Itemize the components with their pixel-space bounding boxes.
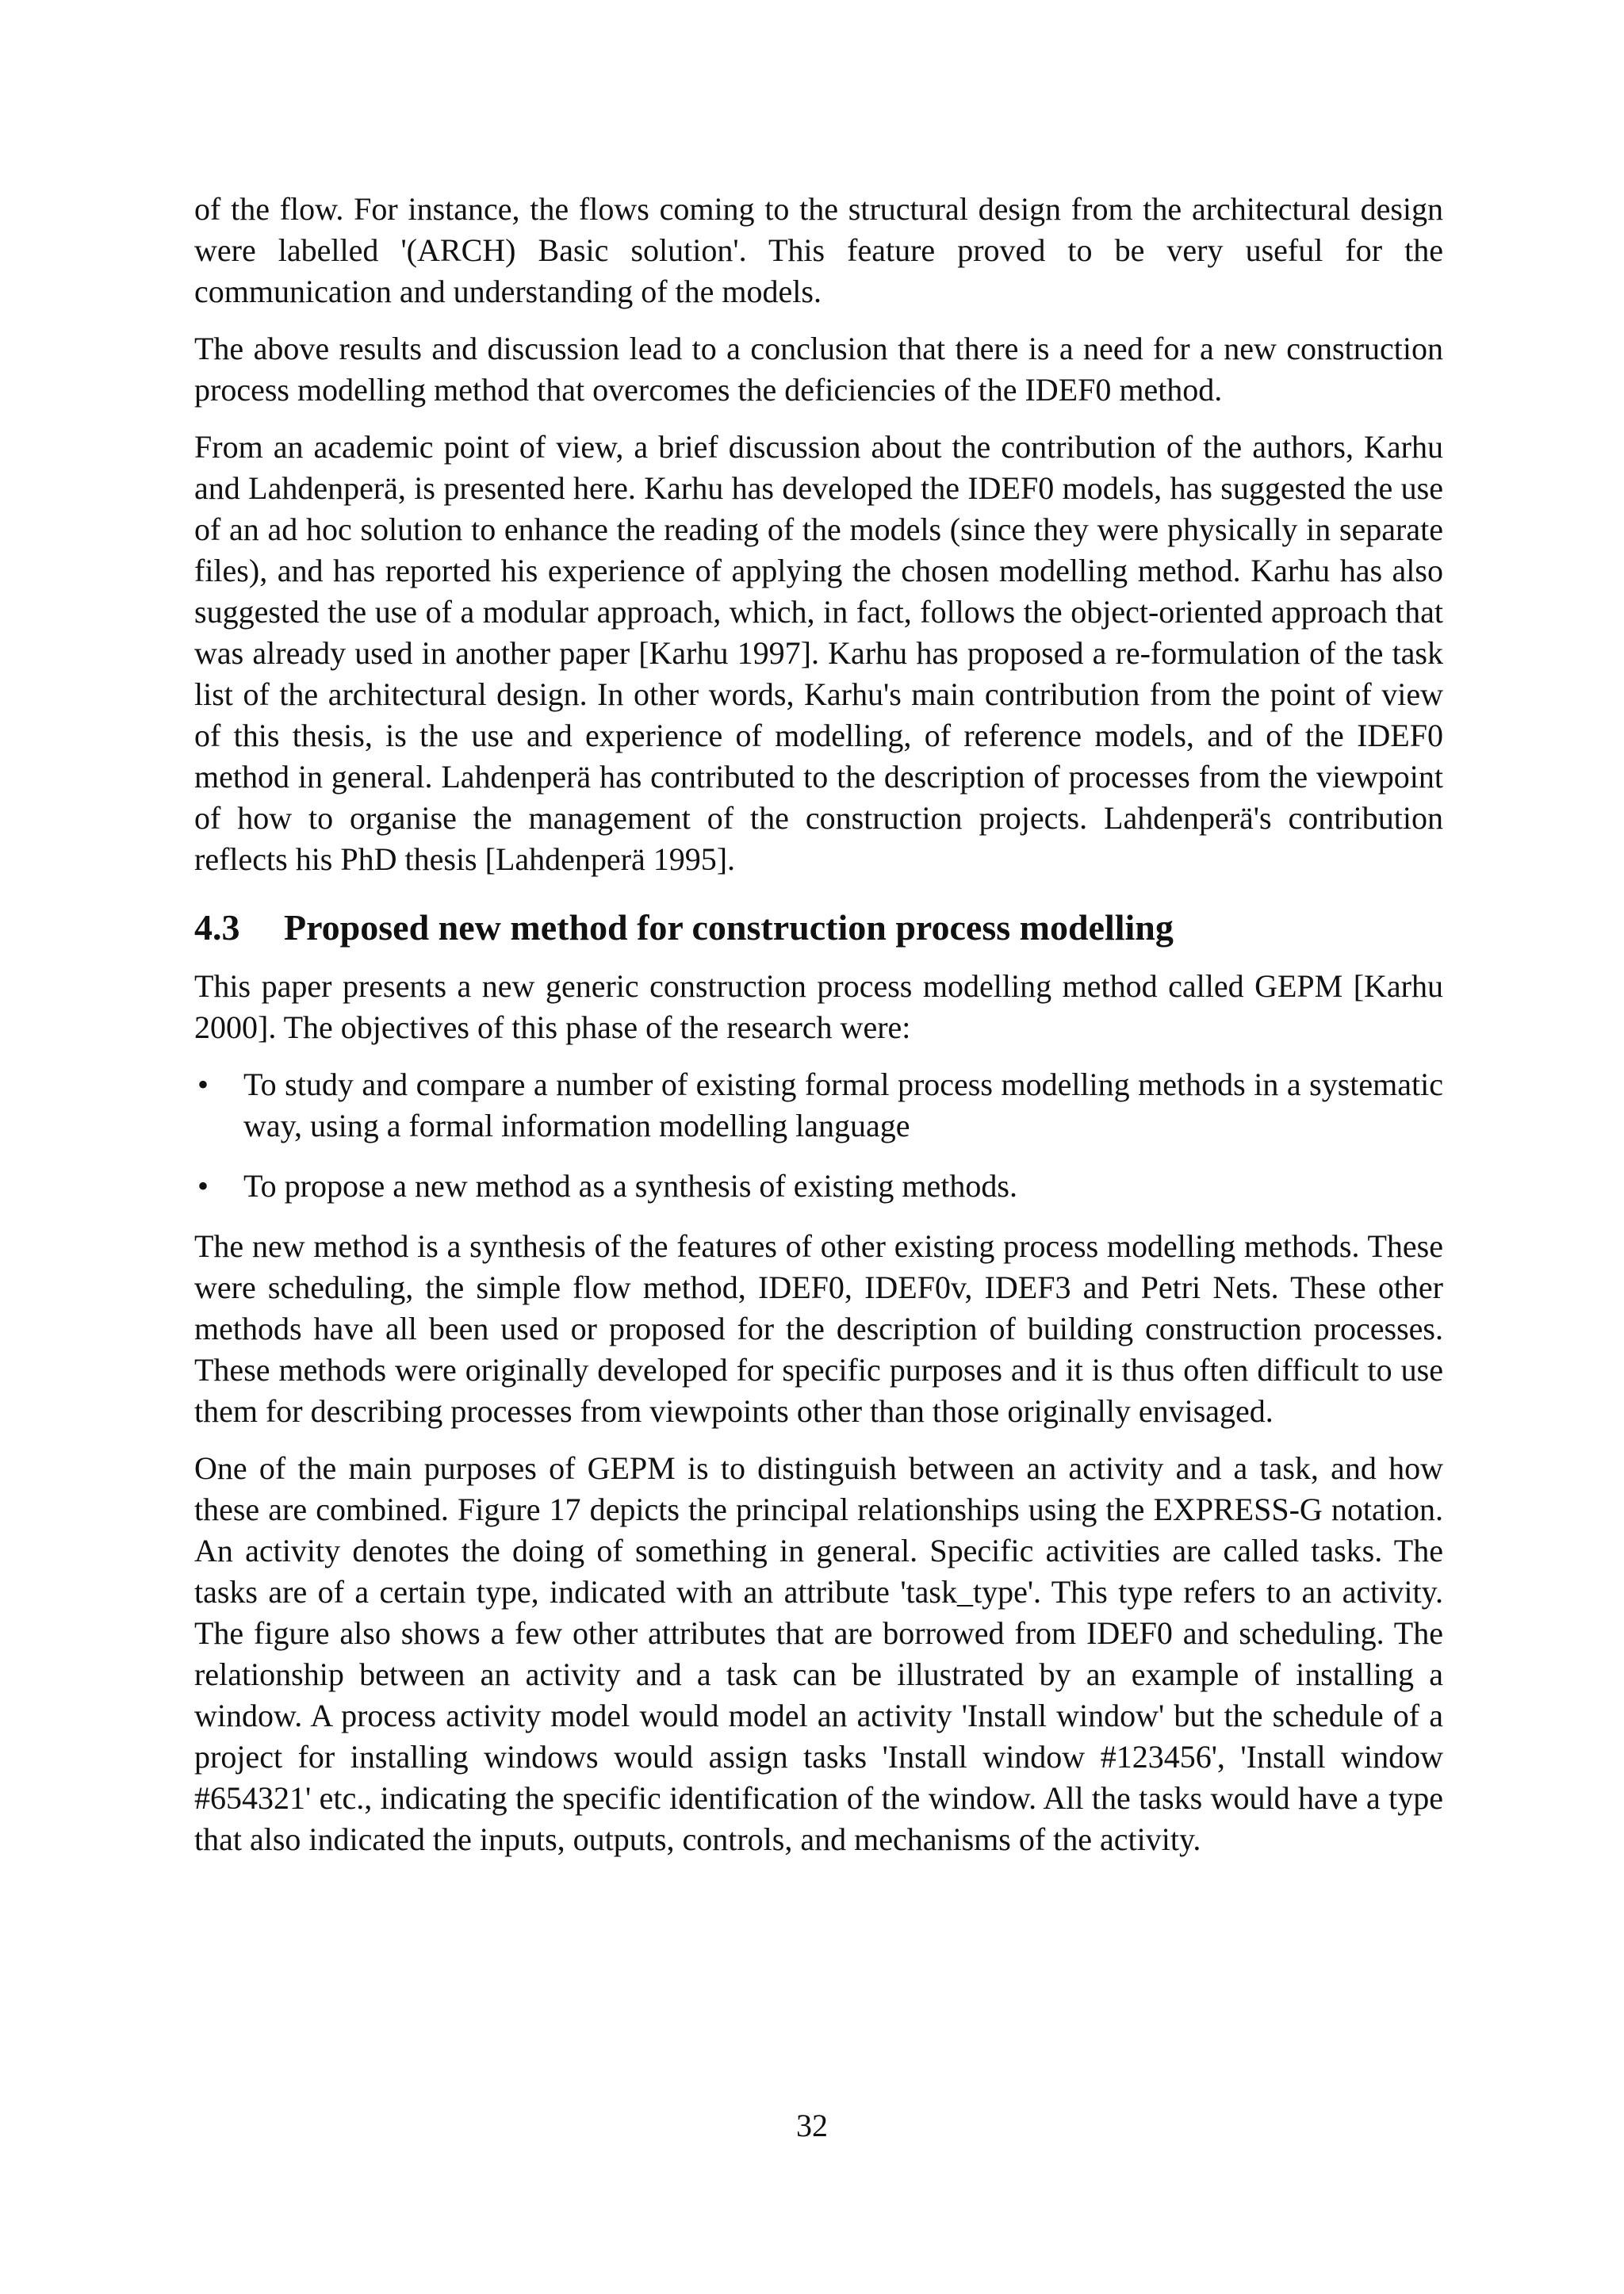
paragraph-intro: This paper presents a new generic construction process modelling method called GEPM [Karhu 2000]. The objectives of this phase of the research were: (194, 968, 1443, 1045)
paragraph-synthesis: The new method is a synthesis of the features of other existing process modelling methods. These were scheduling, the simple flow method, IDEF0, IDEF0v, IDEF3 and Petri Nets. These other methods have all been used or proposed for the description of building construction processes. These methods were originally developed for specific purposes and it is thus often difficult to use them for describing processes from viewpoints other than those originally envisaged. (194, 1228, 1443, 1429)
paragraph-conclusion: The above results and discussion lead to a conclusion that there is a need for a new construction process modelling method that overcomes the deficiencies of the IDEF0 method. (194, 331, 1443, 408)
list-item (194, 1166, 1443, 1207)
section-number: 4.3 (194, 907, 240, 948)
paragraph-activity-task: One of the main purposes of GEPM is to distinguish between an activity and a task, and how these are combined. Figure 17 depicts the principal relationships using the EXPRESS-G notation. An activity denotes the doing of something in general. Specific activities are called tasks. The tasks are of a certain type, indicated with an attribute 'task_type'. This type refers to an activity. The figure also shows a few other attributes that are borrowed from IDEF0 and scheduling. The relationship between an activity and a task can be illustrated by an example of installing a window. A process activity model would model an activity 'Install window' but the schedule of a project for installing windows would assign tasks 'Install window #123456', 'Install window #654321' etc., indicating the specific identification of the window. All the tasks would have a type that also indicated the inputs, outputs, controls, and mechanisms of the activity. (194, 1450, 1443, 1857)
page-content (194, 189, 1443, 1876)
objectives-list (194, 1064, 1443, 1207)
list-item-text: To propose a new method as a synthesis of existing methods. (243, 1168, 1017, 1204)
page-number: 32 (796, 2108, 828, 2143)
section-title: Proposed new method for construction process modelling (284, 907, 1174, 948)
paragraph-author-contribution: From an academic point of view, a brief discussion about the contribution of the authors, Karhu and Lahdenperä, is presented here. Karhu has developed the IDEF0 models, has suggested the use of an ad hoc solution to enhance the reading of the models (since they were physically in separate files), and has reported his experience of applying the chosen modelling method. Karhu has also suggested the use of a modular approach, which, in fact, follows the object-oriented approach that was already used in another paper [Karhu 1997]. Karhu has proposed a re-formulation of the task list of the architectural design. In other words, Karhu's main contribution from the point of view of this thesis, is the use and experience of modelling, of reference models, and of the IDEF0 method in general. Lahdenperä has contributed to the description of processes from the viewpoint of how to organise the management of the construction projects. Lahdenperä's contribution reflects his PhD thesis [Lahdenperä 1995]. (194, 429, 1443, 877)
section-heading (194, 904, 1443, 952)
bullet-icon: • (197, 1067, 209, 1102)
list-item (194, 1064, 1443, 1147)
paragraph-flow-labels: of the flow. For instance, the flows coming to the structural design from the architectural design were labelled '(ARCH) Basic solution'. This feature proved to be very useful for the communication and understanding of the models. (194, 191, 1443, 309)
bullet-icon: • (197, 1168, 209, 1204)
list-item-text: To study and compare a number of existing formal process modelling methods in a systematic way, using a formal information modelling language (243, 1067, 1443, 1143)
